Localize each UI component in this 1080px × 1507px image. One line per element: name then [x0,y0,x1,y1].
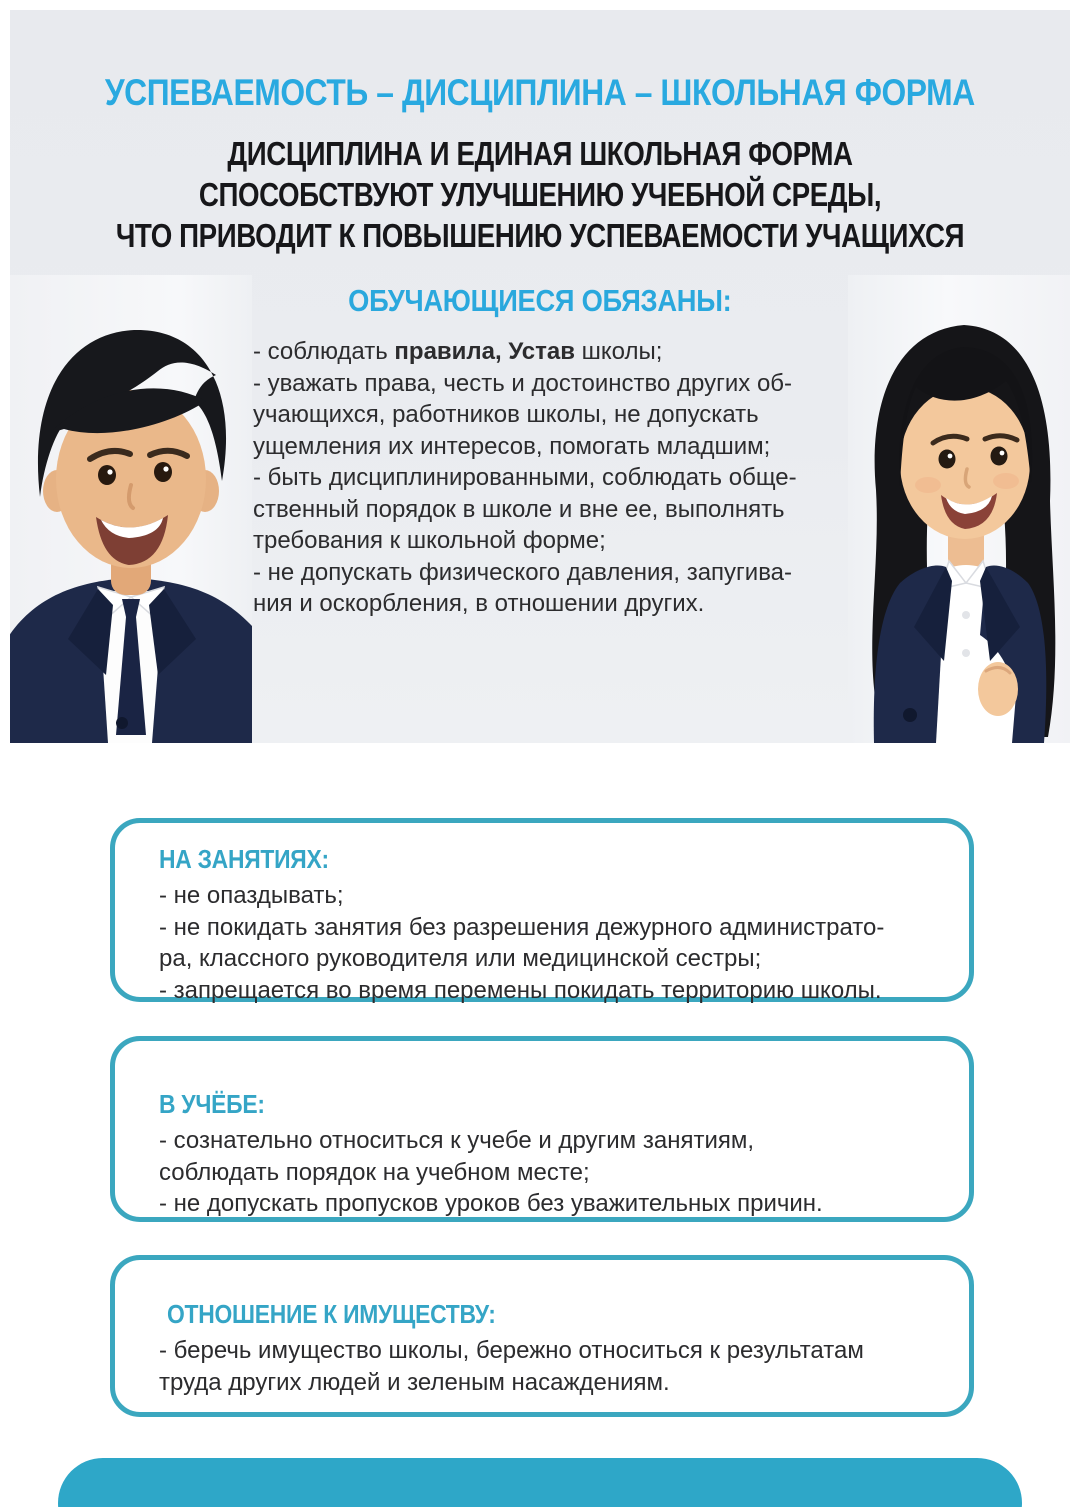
text-line: ния и оскорбления, в отношении других. [253,590,705,617]
text-line: - не допускать физического давления, запугива- [253,558,793,586]
rules-box-lessons-lines [159,880,939,1006]
girl-in-school-uniform-photo [848,275,1070,743]
obligations-lines [253,368,853,620]
rules-box-lessons-title: НА ЗАНЯТИЯХ: [159,844,329,874]
rules-box-property [110,1255,974,1417]
text-line: - быть дисциплинированными, соблюдать обще- [253,464,797,491]
text-line: ущемления их интересов, помогать младшим; [253,432,771,460]
text-line: ДИСЦИПЛИНА И ЕДИНАЯ ШКОЛЬНАЯ ФОРМА [227,135,853,172]
page-subtitle [10,133,1070,256]
text-line: требования к школьной форме; [253,527,606,554]
text-line: - сознательно относиться к учебе и другим занятиям, [159,1127,755,1154]
text-line: - не покидать занятия без разрешения дежурного администрато- [159,913,885,941]
text-line: - не опаздывать; [159,882,344,909]
text-line: ра, классного руководителя или медицинской сестры; [159,945,762,972]
text-line: - не допускать пропусков уроков без уважительных причин. [159,1190,823,1217]
bottom-teal-banner [58,1458,1022,1507]
text-line: ственный порядок в школе и вне ее, выполнять [253,495,785,523]
obligations-list [253,336,853,620]
obligations-heading [240,283,840,319]
text-line: ЧТО ПРИВОДИТ К ПОВЫШЕНИЮ УСПЕВАЕМОСТИ УЧАЩИХСЯ [115,217,965,254]
first-line-prefix: - соблюдать [253,338,395,365]
text-line: СПОСОБСТВУЮТ УЛУЧШЕНИЮ УЧЕБНОЙ СРЕДЫ, [198,176,882,213]
boy-in-school-uniform-photo [10,275,252,743]
page-title-text: УСПЕВАЕМОСТЬ – ДИСЦИПЛИНА – ШКОЛЬНАЯ ФОРМА [105,72,975,113]
first-line-suffix: школы; [574,338,663,365]
rules-box-property-title: ОТНОШЕНИЕ К ИМУЩЕСТВУ: [167,1299,496,1329]
hero-panel [10,10,1070,743]
rules-box-lessons [110,818,974,1002]
first-line-bold: правила, Устав [394,338,575,365]
text-line: учающихся, работников школы, не допускать [253,401,759,428]
text-line: соблюдать порядок на учебном месте; [159,1158,590,1186]
text-line: - беречь имущество школы, бережно относиться к результатам [159,1337,864,1364]
page-title [10,72,1070,114]
text-line: - запрещается во время перемены покидать территорию школы. [159,976,882,1004]
rules-box-study-lines [159,1125,939,1220]
text-line: - уважать права, честь и достоинство других об- [253,369,793,397]
text-line: труда других людей и зеленым насаждениям. [159,1368,670,1396]
rules-box-study [110,1036,974,1222]
obligations-heading-text: ОБУЧАЮЩИЕСЯ ОБЯЗАНЫ: [348,283,732,318]
obligations-first-line [253,336,853,368]
rules-box-study-title: В УЧЁБЕ: [159,1089,265,1119]
rules-box-property-lines [159,1335,939,1398]
